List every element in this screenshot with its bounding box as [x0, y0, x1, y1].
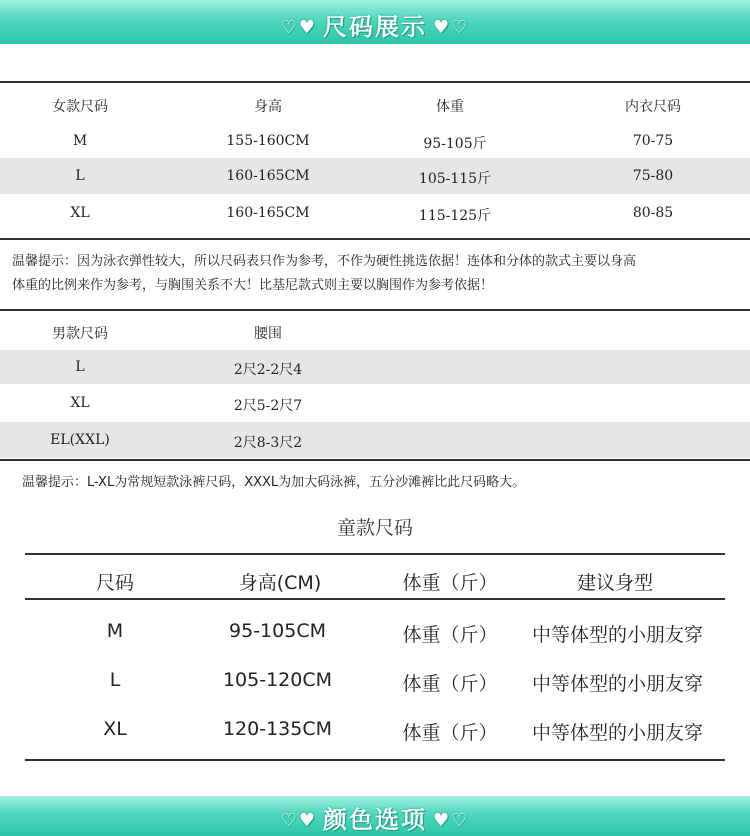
kids-size: M: [106, 620, 124, 642]
women-table-top-rule: [0, 81, 750, 83]
women-bra: 80-85: [632, 205, 674, 221]
kids-header-height: 身高(CM): [238, 572, 322, 594]
men-row: [0, 350, 750, 384]
women-bra: 75-80: [632, 168, 674, 184]
kids-header-build: 建议身型: [576, 572, 653, 594]
men-row: [0, 384, 750, 422]
women-size-note: 温馨提示：因为泳衣弹性较大，所以尺码表只作为参考，不作为硬性挑选依据！连体和分体的款式主要以身高 体重的比例来作为参考，与胸围关系不大！比基尼款式则主要以胸围作为参考依据！: [12, 254, 637, 293]
size-banner: [0, 0, 750, 44]
men-size: L: [75, 359, 85, 375]
heart-pair-icon: ♥♡: [433, 17, 470, 38]
men-header-size: 男款尺码: [52, 326, 108, 342]
kids-build: 中等体型的小朋友穿: [531, 673, 703, 695]
women-header-weight: 体重: [436, 99, 464, 115]
kids-header-rule: [25, 598, 725, 600]
men-size: XL: [70, 395, 90, 411]
color-banner: [0, 796, 750, 836]
heart-pair-icon: ♡♥: [280, 810, 317, 831]
heart-pair-icon: ♥♡: [433, 810, 470, 831]
women-header-bra: 内衣尺码: [625, 99, 681, 115]
kids-height: 95-105CM: [229, 620, 326, 642]
women-height: 160-165CM: [226, 205, 310, 221]
men-waist: 2尺8-3尺2: [233, 435, 303, 451]
women-size: M: [72, 133, 88, 149]
women-header-row: [0, 86, 750, 124]
men-row: [0, 422, 750, 458]
kids-height: 105-120CM: [222, 669, 333, 691]
women-height: 160-165CM: [226, 168, 310, 184]
women-size: L: [75, 168, 85, 184]
women-table-bottom-rule: [0, 238, 750, 240]
kids-header-size: 尺码: [95, 572, 134, 594]
men-table-top-rule: [0, 309, 750, 311]
kids-size: L: [109, 669, 121, 691]
men-table-bottom-rule: [0, 459, 750, 461]
size-banner-title: ♡♥ 尺码展示 ♥♡: [280, 13, 470, 41]
women-row: [0, 194, 750, 232]
kids-table-title: 童款尺码: [336, 517, 413, 539]
men-header-waist: 腰围: [254, 326, 282, 342]
kids-weight: 体重（斤）: [402, 624, 498, 646]
kids-weight: 体重（斤）: [402, 722, 498, 744]
men-size: EL(XXL): [50, 432, 110, 448]
women-height: 155-160CM: [226, 133, 310, 149]
kids-weight: 体重（斤）: [402, 673, 498, 695]
men-size-note: 温馨提示：L-XL为常规短款泳裤尺码，XXXL为加大码泳裤，五分沙滩裤比此尺码略大。: [22, 475, 526, 490]
kids-table-top-rule: [25, 553, 725, 555]
women-row: [0, 158, 750, 194]
kids-height: 120-135CM: [222, 718, 333, 740]
women-row: [0, 124, 750, 158]
men-header-row: [0, 312, 750, 350]
kids-header-weight: 体重（斤）: [402, 572, 498, 594]
men-waist: 2尺5-2尺7: [233, 398, 303, 414]
women-size: XL: [70, 205, 90, 221]
women-bra: 70-75: [632, 133, 674, 149]
men-waist: 2尺2-2尺4: [233, 362, 303, 378]
color-banner-title: ♡♥ 颜色选项 ♥♡: [280, 806, 470, 834]
women-header-height: 身高: [254, 99, 282, 115]
kids-build: 中等体型的小朋友穿: [531, 624, 703, 646]
kids-table-bottom-rule: [25, 759, 725, 761]
women-header-size: 女款尺码: [52, 99, 108, 115]
women-weight: 95-105斤: [423, 136, 487, 152]
kids-size: XL: [103, 718, 127, 740]
women-weight: 115-125斤: [418, 208, 492, 224]
heart-pair-icon: ♡♥: [280, 17, 317, 38]
kids-build: 中等体型的小朋友穿: [531, 722, 703, 744]
women-weight: 105-115斤: [418, 171, 492, 187]
